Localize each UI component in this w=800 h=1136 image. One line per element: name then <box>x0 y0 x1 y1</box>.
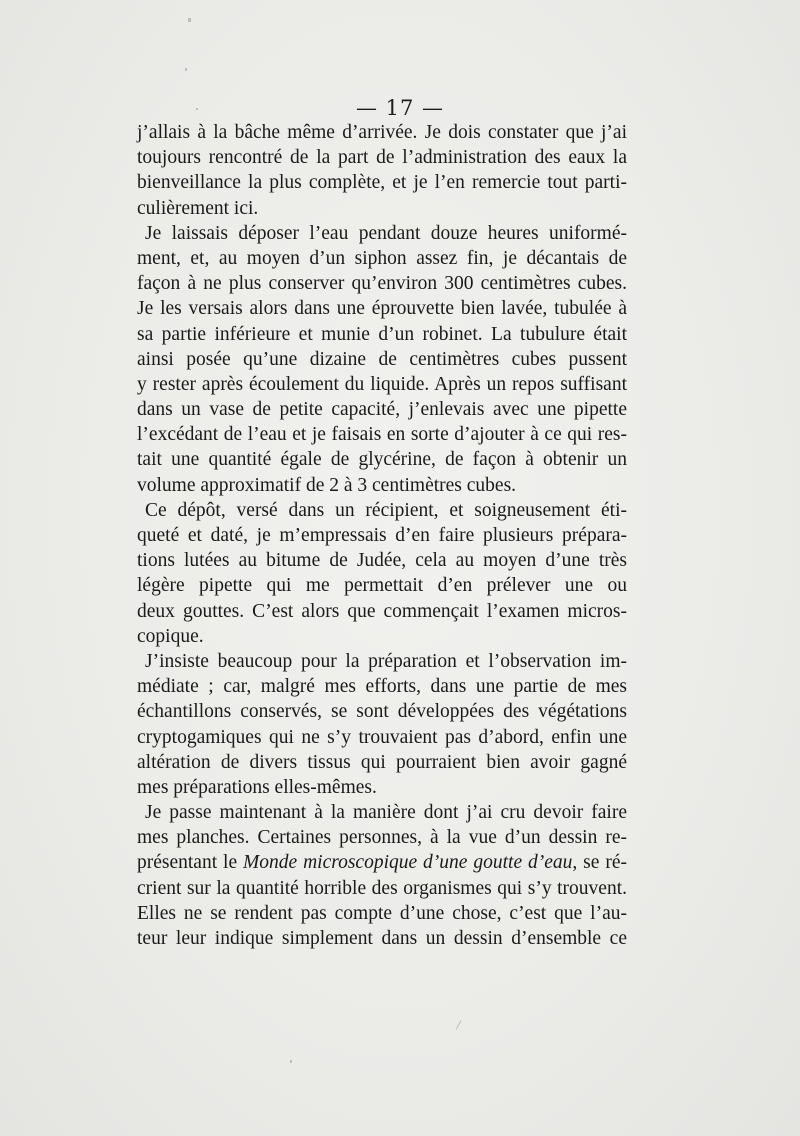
text-fragment: présentant le <box>137 852 244 874</box>
text-line: Je laissais déposer l’eau pendant douze heures uniformé- <box>145 222 627 244</box>
text-line: teur leur indique simplement dans un dessin d’ensemble ce <box>137 928 627 949</box>
paper-speck <box>185 68 187 71</box>
text-line: ment, et, au moyen d’un siphon assez fin, je décantais de <box>137 247 627 269</box>
text-line: échantillons conservés, se sont développées des végétations <box>137 701 627 723</box>
paper-speck <box>290 1060 292 1063</box>
text-line: mes préparations elles-mêmes. <box>137 776 377 798</box>
text-line <box>137 850 627 875</box>
text-line: deux gouttes. C’est alors que commençait l’examen micros- <box>137 600 627 622</box>
paper-speck <box>456 1020 462 1029</box>
text-line: Ce dépôt, versé dans un récipient, et soigneusement éti- <box>145 499 627 521</box>
text-line: Je passe maintenant à la manière dont j’ai cru devoir faire <box>145 802 627 824</box>
text-line: y rester après écoulement du liquide. Après un repos suffisant <box>137 373 627 395</box>
text-line: légère pipette qui me permettait d’en prélever une ou <box>137 575 627 597</box>
text-line: dans un vase de petite capacité, j’enlevais avec une pipette <box>137 399 627 421</box>
text-line: l’excédant de l’eau et je faisais en sorte d’ajouter à ce qui res- <box>137 424 627 446</box>
text-line: volume approximatif de 2 à 3 centimètres cubes. <box>137 474 517 496</box>
text-line: tions lutées au bitume de Judée, cela au moyen d’une très <box>137 550 627 572</box>
text-line: cryptogamiques qui ne s’y trouvaient pas d’abord, enfin une <box>137 726 627 748</box>
paper-speck <box>188 18 191 22</box>
text-line: mes planches. Certaines personnes, à la vue d’un dessin re- <box>137 827 627 849</box>
text-line: toujours rencontré de la part de l’administration des eaux la <box>137 147 627 169</box>
text-line: J’insiste beaucoup pour la préparation et l’observation im- <box>145 650 627 672</box>
text-line: Je les versais alors dans une éprouvette bien lavée, tubulée à <box>137 298 627 320</box>
text-line: tait une quantité égale de glycérine, de façon à obtenir un <box>137 449 627 471</box>
text-line: culièrement ici. <box>137 197 259 219</box>
text-line: médiate ; car, malgré mes efforts, dans une partie de mes <box>137 676 627 698</box>
text-line: j’allais à la bâche même d’arrivée. Je dois constater que j’ai <box>137 122 627 143</box>
text-line: copique. <box>137 625 204 647</box>
text-line: Elles ne se rendent pas compte d’une chose, c’est que l’au- <box>137 902 627 924</box>
text-line: façon à ne plus conserver qu’environ 300 centimètres cubes. <box>137 273 627 295</box>
text-line: bienveillance la plus complète, et je l’en remercie tout parti- <box>137 172 627 194</box>
text-line: altération de divers tissus qui pourraient bien avoir gagné <box>137 751 627 773</box>
book-title-italic: Monde microscopique d’une goutte d’eau <box>243 852 573 874</box>
text-line: crient sur la quantité horrible des organismes qui s’y trouvent. <box>137 877 627 899</box>
text-line: ainsi posée qu’une dizaine de centimètres cubes pussent <box>137 348 627 370</box>
text-line: sa partie inférieure et munie d’un robinet. La tubulure était <box>137 323 627 345</box>
page-number: — 17 — <box>355 96 445 120</box>
body-text <box>137 120 627 951</box>
text-fragment: , se ré- <box>572 852 627 874</box>
text-line: queté et daté, je m’empressais d’en faire plusieurs prépara- <box>137 525 627 546</box>
